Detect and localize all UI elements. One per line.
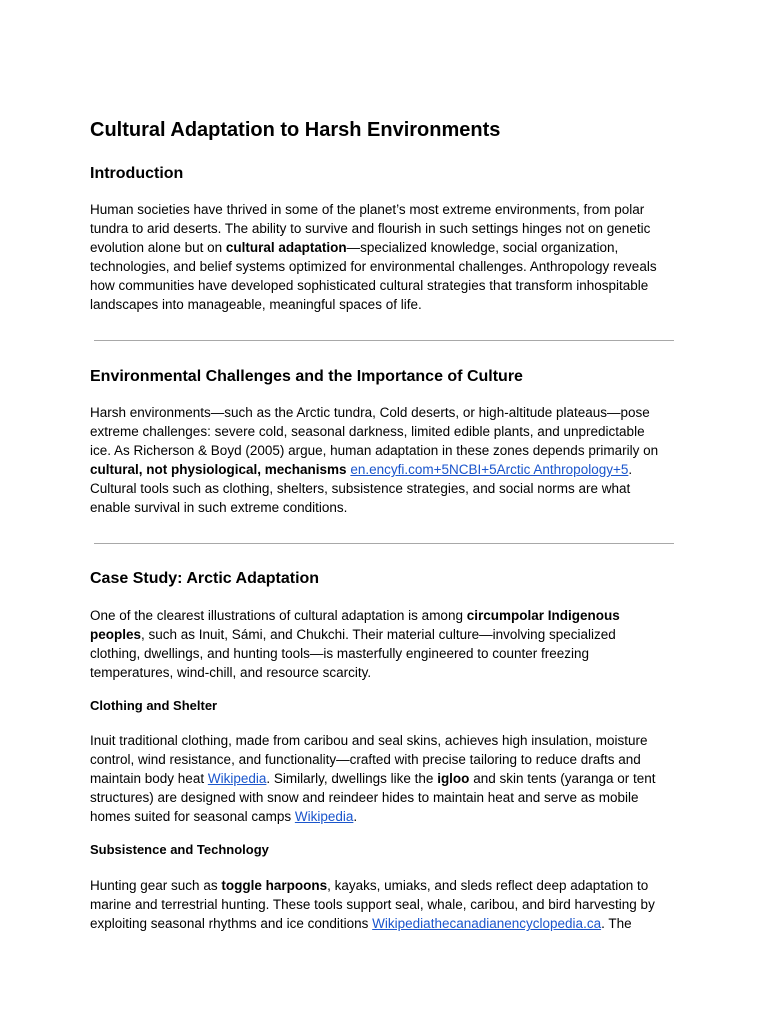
introduction-paragraph — [90, 200, 680, 314]
introduction-heading: Introduction — [90, 165, 184, 182]
text-line: landscapes into manageable, meaningful spaces of life. — [90, 297, 422, 312]
text-run: . — [353, 809, 358, 824]
text-line: enable survival in such extreme conditions. — [90, 500, 348, 515]
text-line — [90, 460, 680, 479]
text-line — [90, 625, 680, 644]
text-run: One of the clearest illustrations of cultural adaptation is among — [90, 608, 467, 623]
text-line: structures) are designed with snow and reindeer hides to maintain heat and serve as mobile — [90, 790, 639, 805]
text-line — [90, 807, 680, 826]
citation-link[interactable]: en.encyfi.com+5NCBI+5Arctic Anthropology+5 — [350, 462, 629, 477]
subsistence-heading: Subsistence and Technology — [90, 842, 269, 857]
text-run: evolution alone but on — [90, 240, 226, 255]
subsistence-paragraph — [90, 876, 680, 933]
challenges-paragraph — [90, 403, 680, 517]
bold-term: toggle harpoons — [221, 878, 328, 893]
text-line — [90, 914, 680, 933]
section-divider — [94, 543, 674, 544]
text-run: , such as Inuit, Sámi, and Chukchi. Their material culture—involving specialized — [141, 627, 616, 642]
text-line: extreme challenges: severe cold, seasonal darkness, limited edible plants, and unpredictable — [90, 424, 645, 439]
text-run: Hunting gear such as — [90, 878, 222, 893]
clothing-heading: Clothing and Shelter — [90, 698, 218, 713]
text-run: . Similarly, dwellings like the — [266, 771, 438, 786]
text-run: , kayaks, umiaks, and sleds reflect deep adaptation to — [327, 878, 649, 893]
text-line: Harsh environments—such as the Arctic tundra, Cold deserts, or high-altitude plateaus—pose — [90, 405, 650, 420]
text-line — [90, 769, 680, 788]
text-line: temperatures, wind-chill, and resource scarcity. — [90, 665, 372, 680]
citation-link[interactable]: Wikipedia — [294, 809, 354, 824]
citation-link[interactable]: Wikipedia — [207, 771, 267, 786]
text-line: Cultural tools such as clothing, shelters, subsistence strategies, and social norms are what — [90, 481, 631, 496]
citation-link[interactable]: Wikipediathecanadianencyclopedia.ca — [372, 916, 602, 931]
text-run: exploiting seasonal rhythms and ice conditions — [90, 916, 373, 931]
text-line: marine and terrestrial hunting. These tools support seal, whale, caribou, and bird harvesting by — [90, 897, 655, 912]
challenges-heading: Environmental Challenges and the Importance of Culture — [90, 368, 523, 385]
text-line: ice. As Richerson & Boyd (2005) argue, human adaptation in these zones depends primarily on — [90, 443, 659, 458]
text-line: technologies, and belief systems optimized for environmental challenges. Anthropology reveals — [90, 259, 657, 274]
text-line: how communities have developed sophisticated cultural strategies that transform inhospitable — [90, 278, 649, 293]
bold-term: circumpolar Indigenous — [466, 608, 620, 623]
case-study-heading: Case Study: Arctic Adaptation — [90, 570, 320, 587]
text-line — [90, 606, 680, 625]
text-line — [90, 238, 680, 257]
bold-term: igloo — [437, 771, 470, 786]
text-line: tundra to arid deserts. The ability to survive and flourish in such settings hinges not on genetic — [90, 221, 651, 236]
text-line: Human societies have thrived in some of the planet’s most extreme environments, from polar — [90, 202, 645, 217]
text-run: homes suited for seasonal camps — [90, 809, 295, 824]
bold-term: peoples — [90, 627, 142, 642]
text-run: maintain body heat — [90, 771, 208, 786]
text-run: and skin tents (yaranga or tent — [469, 771, 656, 786]
text-run: —specialized knowledge, social organization, — [346, 240, 619, 255]
case-study-paragraph — [90, 606, 680, 682]
text-line: Inuit traditional clothing, made from caribou and seal skins, achieves high insulation, moisture — [90, 733, 648, 748]
document-title: Cultural Adaptation to Harsh Environments — [90, 119, 501, 141]
bold-term: cultural, not physiological, mechanisms — [90, 462, 347, 477]
text-run: . — [628, 462, 633, 477]
section-divider — [94, 340, 674, 341]
text-line: clothing, dwellings, and hunting tools—is masterfully engineered to counter freezing — [90, 646, 590, 661]
text-line: control, wind resistance, and functionality—crafted with precise tailoring to reduce drafts and — [90, 752, 641, 767]
text-run: . The — [601, 916, 632, 931]
clothing-paragraph — [90, 731, 680, 826]
bold-term: cultural adaptation — [225, 240, 347, 255]
text-line — [90, 876, 680, 895]
